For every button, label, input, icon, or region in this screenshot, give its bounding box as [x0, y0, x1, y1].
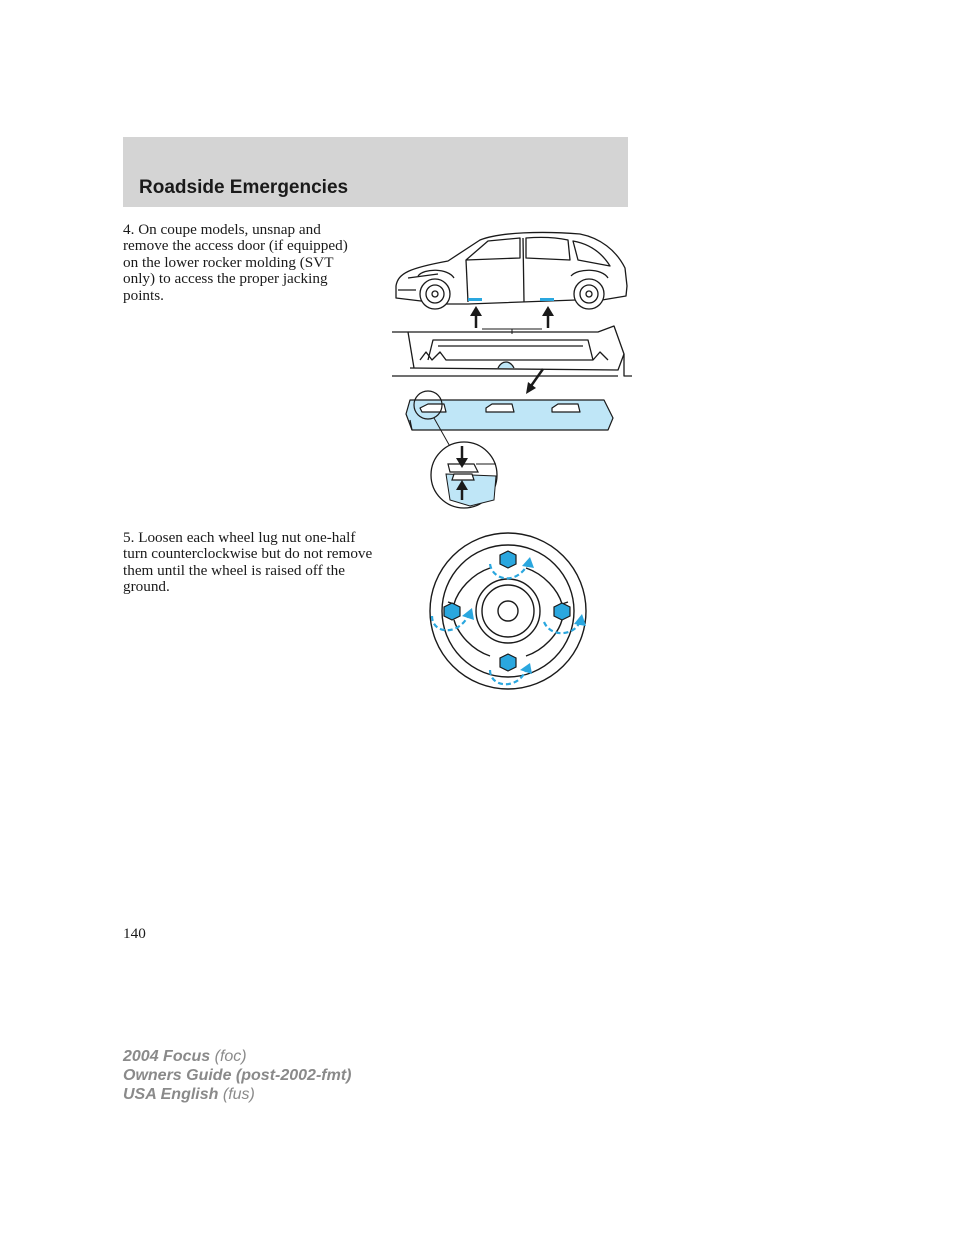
section-title: Roadside Emergencies: [139, 177, 349, 198]
rocker-access-door-illustration: [388, 228, 633, 513]
clip-detail-drawing: [431, 442, 497, 508]
removal-arrow-icon: [526, 369, 543, 394]
jacking-arrow-icons: [470, 306, 554, 328]
rear-jacking-point-marker: [540, 298, 554, 301]
footer-line-language: USA English (fus): [123, 1086, 255, 1103]
document-footer: [123, 1047, 351, 1104]
step-5-text: 5. Loosen each wheel lug nut one-half turn counterclockwise but do not remove them until the wheel is raised off the ground.: [123, 529, 373, 596]
step-4-text: 4. On coupe models, unsnap and remove the access door (if equipped) on the lower rocker molding (SVT only) to access the proper jacking points.: [123, 221, 348, 304]
footer-line-model: 2004 Focus (foc): [123, 1048, 247, 1065]
footer-line-guide: Owners Guide (post-2002-fmt): [123, 1067, 352, 1084]
section-header-band: [123, 137, 628, 207]
coupe-car-drawing: [396, 232, 627, 309]
front-jacking-point-marker: [468, 298, 482, 301]
page-number: 140: [123, 925, 146, 942]
wheel-lug-nut-illustration: [420, 530, 590, 695]
